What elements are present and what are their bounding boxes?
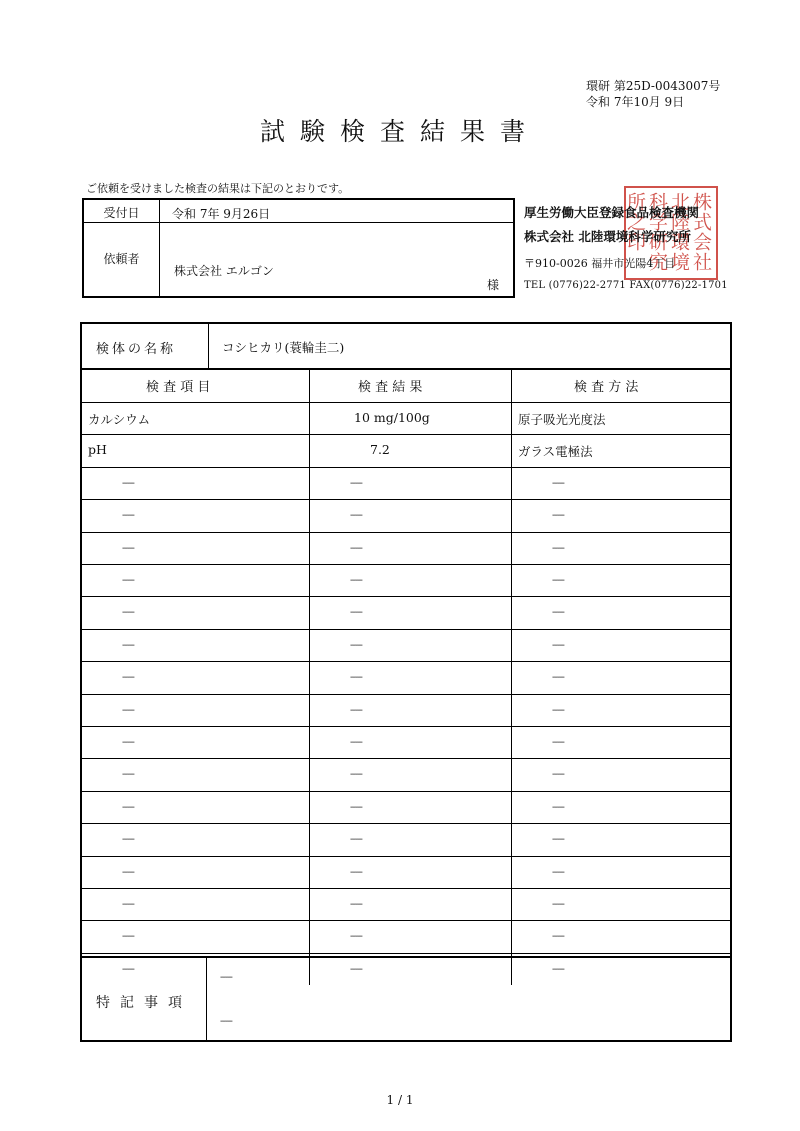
notes-top-line xyxy=(82,956,730,958)
row-item: カルシウム xyxy=(88,412,151,427)
row-line xyxy=(82,564,730,565)
row-method: 原子吸光光度法 xyxy=(518,412,606,427)
row-item: ----- xyxy=(122,931,134,943)
row-item: ----- xyxy=(122,510,134,522)
row-result: ----- xyxy=(350,607,362,619)
row-result: ----- xyxy=(350,801,362,813)
header-result: 検 査 結 果 xyxy=(358,380,423,395)
row-item: ----- xyxy=(122,672,134,684)
row-item: ----- xyxy=(122,704,134,716)
row-line xyxy=(82,629,730,630)
row-item: ----- xyxy=(122,834,134,846)
lab-registration: 厚生労働大臣登録食品検査機関 xyxy=(524,205,700,220)
row-item: ----- xyxy=(122,899,134,910)
row-item: pH xyxy=(88,442,107,458)
row-line xyxy=(82,694,730,695)
row-result: ----- xyxy=(350,704,362,716)
row-result: ----- xyxy=(350,477,362,489)
row-result: 7.2 xyxy=(370,442,390,458)
header-method: 検 査 方 法 xyxy=(574,380,639,395)
row-line xyxy=(82,758,730,759)
special-note-line: ----- xyxy=(220,972,232,983)
sample-divider xyxy=(208,324,209,368)
row-line xyxy=(82,953,730,954)
page-number: 1 / 1 xyxy=(386,1093,414,1107)
row-result: ----- xyxy=(350,542,362,554)
row-line xyxy=(82,920,730,921)
lab-phone: TEL (0776)22-2771 FAX(0776)22-1701 xyxy=(524,280,728,291)
row-method: ----- xyxy=(552,542,564,554)
row-method: ----- xyxy=(552,899,564,910)
row-line xyxy=(82,791,730,792)
intro-text: ご依頼を受けました検査の結果は下記のとおりです。 xyxy=(86,182,350,195)
row-method: ----- xyxy=(552,963,564,975)
reception-box xyxy=(82,198,515,298)
row-line xyxy=(82,596,730,597)
row-result: ----- xyxy=(350,834,362,846)
row-method: ----- xyxy=(552,866,564,878)
row-result: ----- xyxy=(350,899,362,910)
row-result: ----- xyxy=(350,931,362,943)
header-item: 検 査 項 目 xyxy=(146,380,211,395)
reception-divider xyxy=(159,200,160,296)
row-method: ----- xyxy=(552,510,564,522)
row-line xyxy=(82,499,730,500)
header-bottom-line xyxy=(82,402,730,403)
special-notes-label: 特記事項 xyxy=(96,995,192,1011)
row-result: ----- xyxy=(350,575,362,586)
sample-value: コシヒカリ(蓑輪圭二) xyxy=(222,340,345,355)
row-item: ----- xyxy=(122,542,134,554)
client-label: 依頼者 xyxy=(103,252,140,266)
row-item: ----- xyxy=(122,477,134,489)
reception-date-value: 令和 7年 9月26日 xyxy=(172,207,271,221)
row-line xyxy=(82,823,730,824)
row-result: ----- xyxy=(350,737,362,748)
special-note-line: ----- xyxy=(220,1016,232,1027)
row-method: ----- xyxy=(552,834,564,846)
row-method: ----- xyxy=(552,769,564,781)
row-line xyxy=(82,888,730,889)
sample-label: 検体の名称 xyxy=(96,342,177,357)
row-result: ----- xyxy=(350,866,362,878)
row-result: ----- xyxy=(350,963,362,975)
row-result: ----- xyxy=(350,639,362,651)
client-value: 株式会社 エルゴン xyxy=(174,264,274,278)
row-method: ----- xyxy=(552,801,564,813)
row-item: ----- xyxy=(122,866,134,878)
page-title: 試験検査結果書 xyxy=(259,117,540,146)
row-item: ----- xyxy=(122,801,134,813)
row-method: ----- xyxy=(552,931,564,943)
row-result: ----- xyxy=(350,672,362,684)
row-method: ----- xyxy=(552,639,564,651)
row-method: ----- xyxy=(552,704,564,716)
row-method: ----- xyxy=(552,575,564,586)
row-line xyxy=(82,726,730,727)
sample-bottom-line xyxy=(82,368,730,370)
row-line xyxy=(82,661,730,662)
row-result: ----- xyxy=(350,769,362,781)
row-result: ----- xyxy=(350,510,362,522)
lab-address: 〒910-0026 福井市光陽4丁目 xyxy=(524,257,676,270)
row-item: ----- xyxy=(122,963,134,975)
row-item: ----- xyxy=(122,769,134,781)
row-item: ----- xyxy=(122,737,134,748)
row-line xyxy=(82,532,730,533)
row-item: ----- xyxy=(122,607,134,619)
reception-date-label: 受付日 xyxy=(103,206,140,220)
company-seal-text: 株式会社北陸環境科学研究所之印 xyxy=(624,192,712,272)
document-number: 環研 第25D-0043007号 xyxy=(586,79,721,93)
row-line xyxy=(82,434,730,435)
row-method: ----- xyxy=(552,672,564,684)
row-method: ガラス電極法 xyxy=(518,444,593,460)
row-method: ----- xyxy=(552,607,564,619)
notes-divider xyxy=(206,956,207,1042)
column-divider xyxy=(309,368,310,985)
issue-date: 令和 7年10月 9日 xyxy=(586,95,685,109)
results-table xyxy=(80,322,732,1042)
document-number-block xyxy=(586,78,720,110)
client-honorific: 様 xyxy=(487,278,500,292)
row-line xyxy=(82,467,730,468)
row-method: ----- xyxy=(552,477,564,489)
row-method: ----- xyxy=(552,737,564,748)
row-item: ----- xyxy=(122,575,134,586)
lab-name: 株式会社 北陸環境科学研究所 xyxy=(524,229,691,244)
row-line xyxy=(82,856,730,857)
row-result: 10 mg/100g xyxy=(354,410,430,425)
column-divider xyxy=(511,368,512,985)
row-item: ----- xyxy=(122,639,134,651)
